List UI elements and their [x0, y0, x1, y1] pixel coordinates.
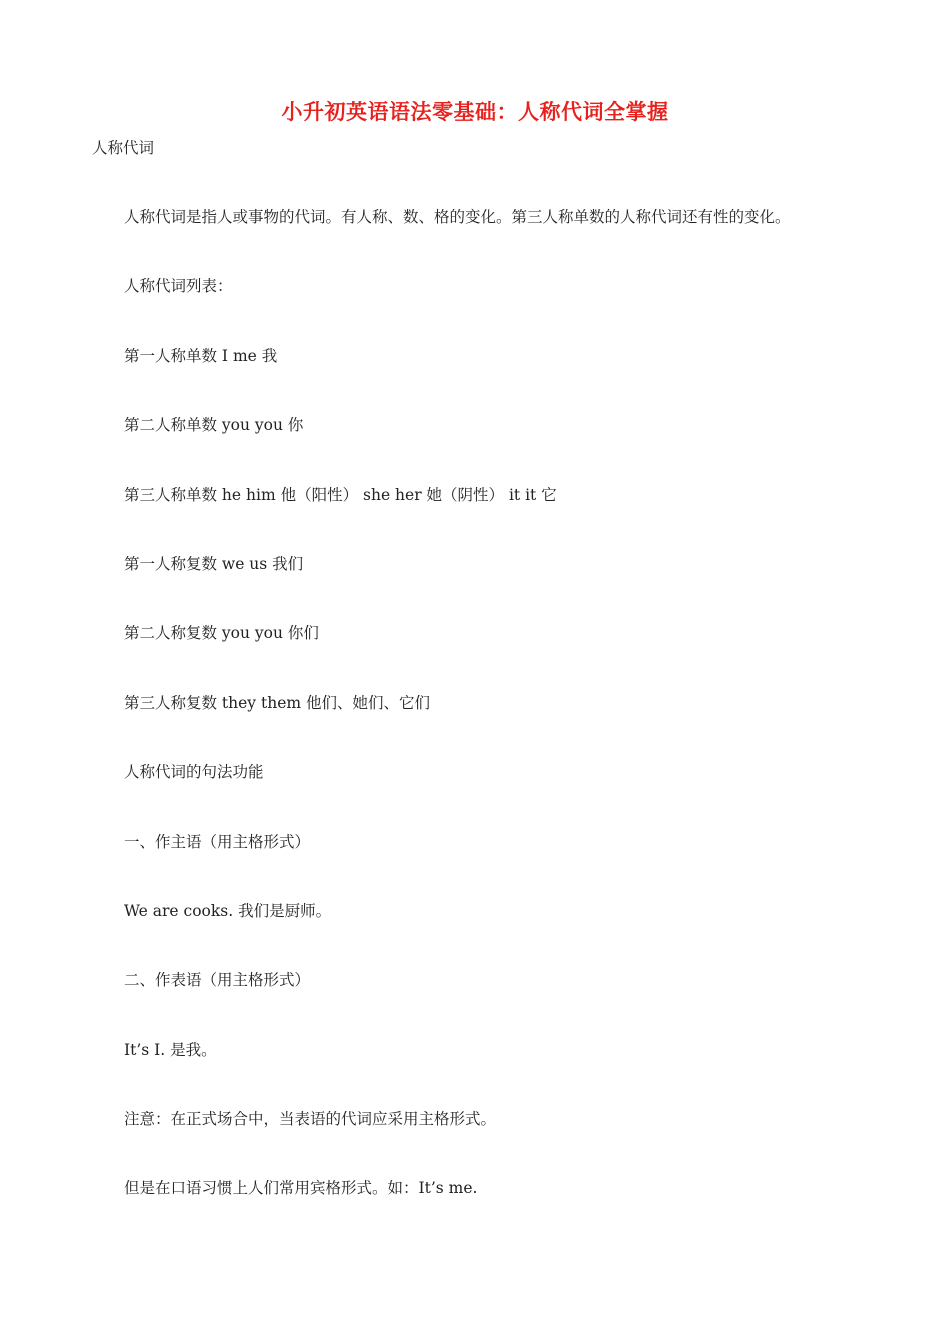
paragraph: 一、作主语（用主格形式） — [124, 832, 311, 851]
paragraph: 第二人称单数 you you 你 — [124, 416, 304, 435]
paragraph: 第一人称复数 we us 我们 — [124, 554, 304, 573]
section-heading: 人称代词 — [92, 139, 155, 157]
paragraph: 人称代词是指人或事物的代词。有人称、数、格的变化。第三人称单数的人称代词还有性的变化。 — [124, 208, 791, 226]
paragraph: 注意：在正式场合中，当表语的代词应采用主格形式。 — [124, 1110, 497, 1129]
paragraph: It’s I. 是我。 — [124, 1040, 217, 1059]
paragraph: 人称代词列表： — [124, 277, 233, 296]
paragraph: 第二人称复数 you you 你们 — [124, 624, 319, 643]
paragraph: 二、作表语（用主格形式） — [124, 971, 311, 990]
paragraph: 第三人称复数 they them 他们、她们、它们 — [124, 693, 431, 712]
document-title: 小升初英语语法零基础：人称代词全掌握 — [281, 99, 669, 124]
paragraph: 第三人称单数 he him 他（阳性） she her 她（阴性） it it 它 — [124, 485, 557, 504]
paragraph-list — [124, 205, 914, 1246]
paragraph: 人称代词的句法功能 — [124, 763, 264, 782]
paragraph: 第一人称单数 I me 我 — [124, 346, 278, 365]
paragraph: We are cooks. 我们是厨师。 — [124, 901, 332, 920]
paragraph: 但是在口语习惯上人们常用宾格形式。如：It’s me. — [124, 1179, 478, 1198]
